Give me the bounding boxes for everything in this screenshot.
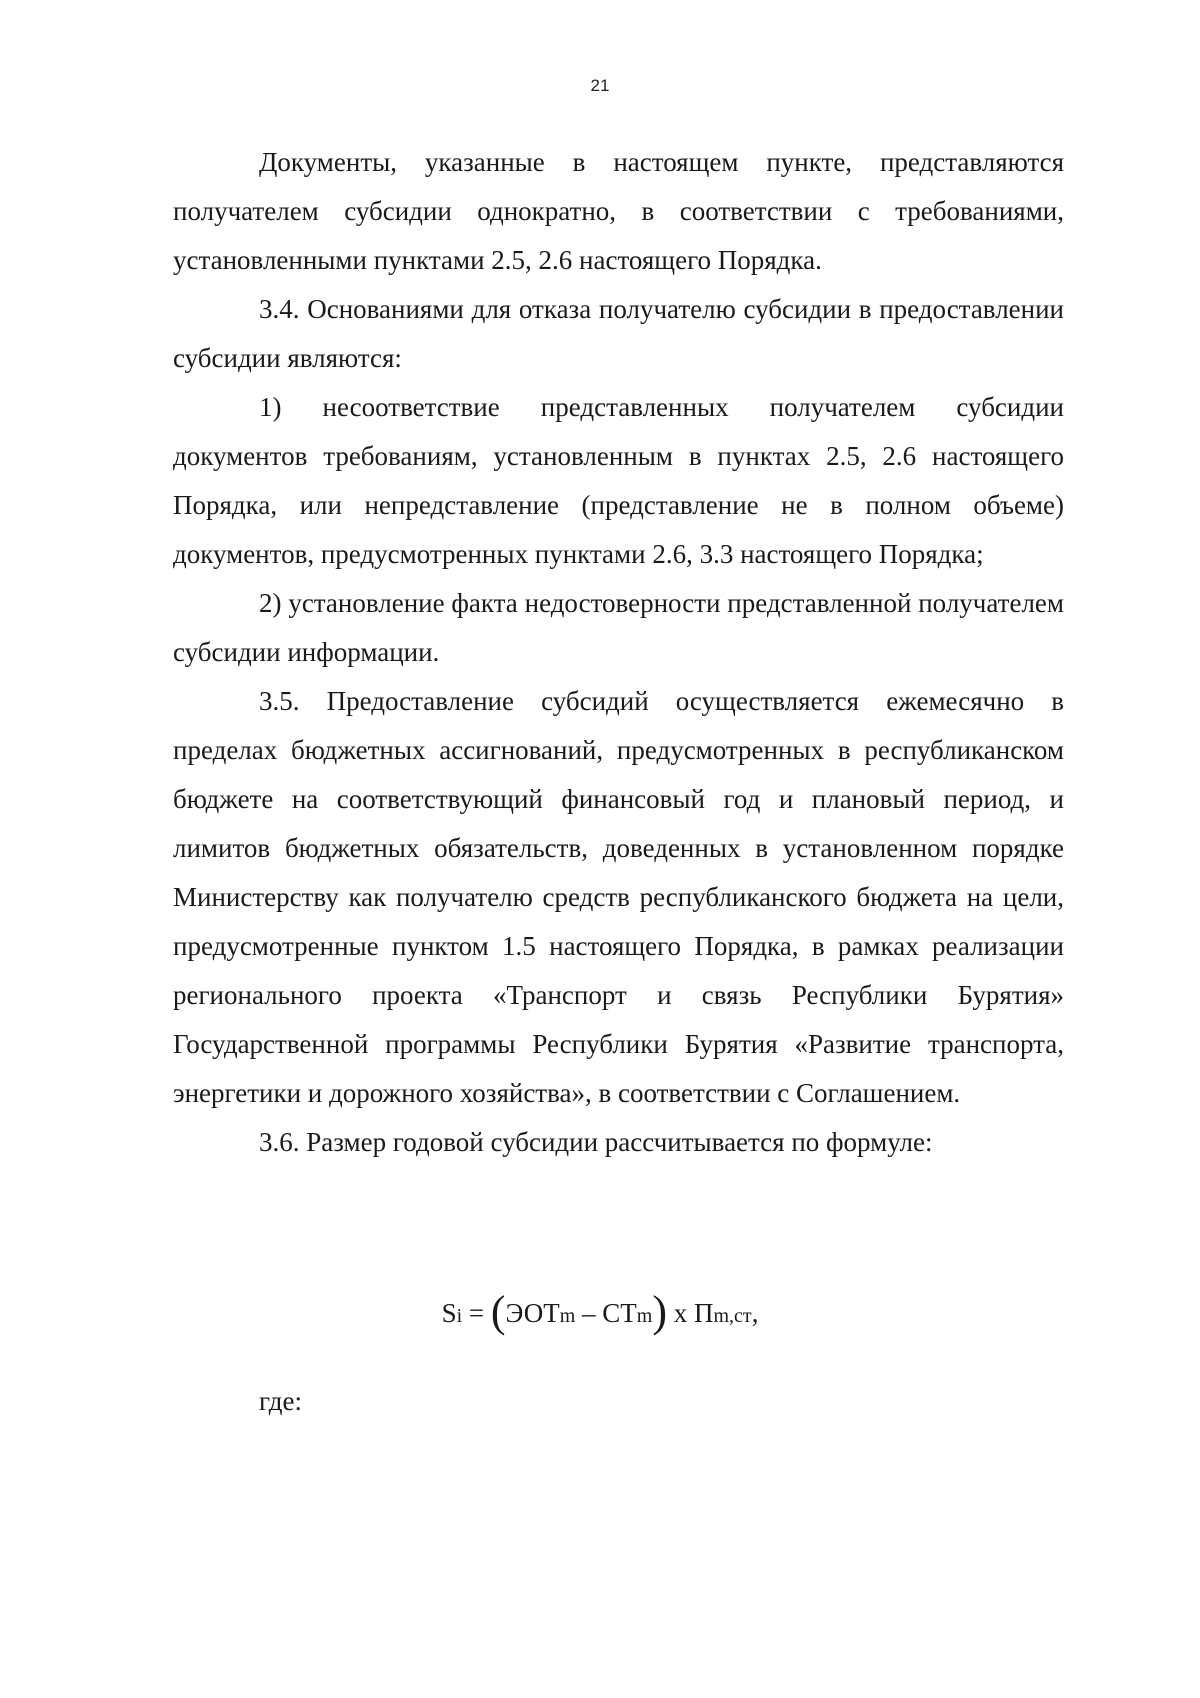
paragraph-3-4-item-1: 1) несоответствие представленных получателем субсидии документов требованиям, установленным в пунктах 2.5, 2.6 настоящего Порядка, или непредставление (представление не в полном объеме) документов, предусмотренных пунктами 2.6, 3.3 настоящего Порядка;: [173, 392, 1064, 569]
paragraph-3-6: 3.6. Размер годовой субсидии рассчитывается по формуле:: [259, 1127, 933, 1157]
formula-term-p: П: [694, 1298, 714, 1328]
formula-close-paren: ): [652, 1287, 667, 1336]
paragraph-3-4-item-2: 2) установление факта недостоверности представленной получателем субсидии информации.: [173, 588, 1064, 667]
subsidy-formula: [0, 1282, 1200, 1336]
paragraph-documents-note: Документы, указанные в настоящем пункте, представляются получателем субсидии однократно, в соответствии с требованиями, установленными пунктами 2.5, 2.6 настоящего Порядка.: [173, 147, 1064, 275]
where-label: где:: [259, 1386, 302, 1416]
paragraph-3-5: 3.5. Предоставление субсидий осуществляется ежемесячно в пределах бюджетных ассигнований, предусмотренных в республиканском бюджете на соответствующий финансовый год и плановый период, и лимитов бюджетных обязательств, доведенных в установленном порядке Министерству как получателю средств республиканского бюджета на цели, предусмотренные пунктом 1.5 настоящего Порядка, в рамках реализации регионального проекта «Транспорт и связь Республики Бурятия» Государственной программы Республики Бурятия «Развитие транспорта, энергетики и дорожного хозяйства», в соответствии с Соглашением.: [173, 686, 1064, 1108]
formula-term-p-subscript: m,ст: [713, 1305, 752, 1327]
formula-equals: =: [462, 1298, 491, 1328]
formula-tail: ,: [751, 1298, 759, 1328]
page-number: 21: [590, 76, 610, 95]
formula-minus: –: [575, 1298, 603, 1328]
formula-term-eot: ЭОТ: [505, 1298, 560, 1328]
formula-term-eot-subscript: m: [559, 1305, 576, 1327]
formula-lhs-subscript: i: [456, 1305, 463, 1327]
formula-term-st: СТ: [602, 1298, 637, 1328]
formula-times: x: [667, 1298, 694, 1328]
formula-term-st-subscript: m: [636, 1305, 653, 1327]
body-text: [173, 138, 1064, 1167]
formula-lhs: S: [441, 1298, 457, 1328]
paragraph-3-4: 3.4. Основаниями для отказа получателю субсидии в предоставлении субсидии являются:: [173, 294, 1064, 373]
formula-open-paren: (: [490, 1287, 506, 1336]
